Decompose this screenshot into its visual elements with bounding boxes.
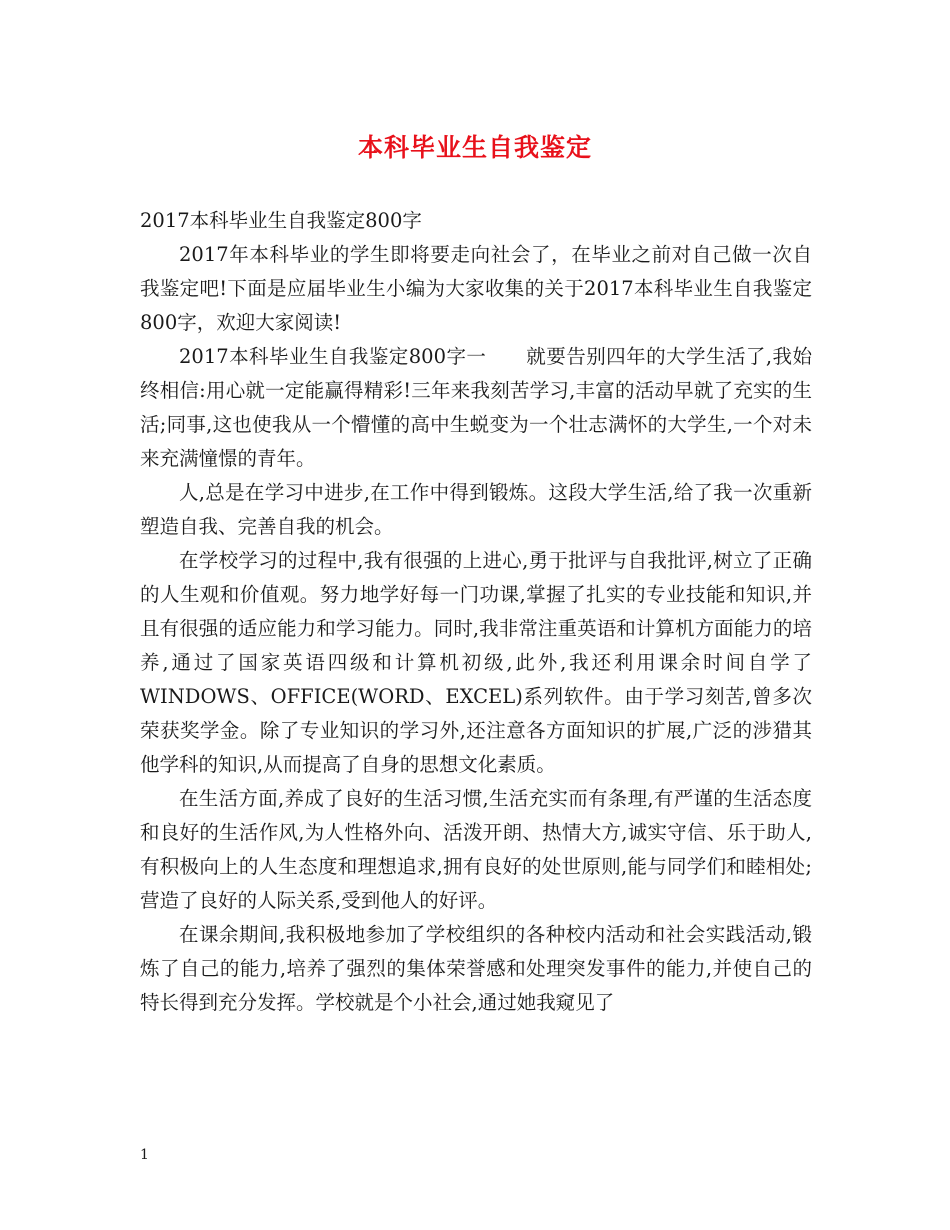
paragraph-5: 在课余期间,我积极地参加了学校组织的各种校内活动和社会实践活动,锻炼了自己的能力,培养了强烈的集体荣誉感和处理突发事件的能力,并使自己的特长得到充分发挥。学校就是个小社会,通过她我窥见了 [140, 923, 812, 1014]
document-title: 本科毕业生自我鉴定 [357, 133, 592, 162]
document-body [140, 204, 812, 1020]
paragraph-intro: 2017年本科毕业的学生即将要走向社会了，在毕业之前对自己做一次自我鉴定吧!下面是应届毕业生小编为大家收集的关于2017本科毕业生自我鉴定800字，欢迎大家阅读! [140, 243, 812, 334]
paragraph-3: 在学校学习的过程中,我有很强的上进心,勇于批评与自我批评,树立了正确的人生观和价值观。努力地学好每一门功课,掌握了扎实的专业技能和知识,并且有很强的适应能力和学习能力。同时,我非常注重英语和计算机方面能力的培养,通过了国家英语四级和计算机初级,此外,我还利用课余时间自学了WINDOWS、OFFICE(WORD、EXCEL)系列软件。由于学习刻苦,曾多次荣获奖学金。除了专业知识的学习外,还注意各方面知识的扩展,广泛的涉猎其他学科的知识,从而提高了自身的思想文化素质。 [140, 549, 812, 776]
document-subtitle: 2017本科毕业生自我鉴定800字 [140, 209, 422, 232]
paragraph-2: 人,总是在学习中进步,在工作中得到锻炼。这段大学生活,给了我一次重新塑造自我、完善自我的机会。 [140, 481, 812, 538]
paragraph-4: 在生活方面,养成了良好的生活习惯,生活充实而有条理,有严谨的生活态度和良好的生活作风,为人性格外向、活泼开朗、热情大方,诚实守信、乐于助人,有积极向上的人生态度和理想追求,拥有良好的处世原则,能与同学们和睦相处;营造了良好的人际关系,受到他人的好评。 [140, 787, 812, 912]
page-number: 1 [140, 1147, 149, 1163]
paragraph-1: 2017本科毕业生自我鉴定800字一 就要告别四年的大学生活了,我始终相信:用心就一定能赢得精彩!三年来我刻苦学习,丰富的活动早就了充实的生活;同事,这也使我从一个懵懂的高中生蜕变为一个壮志满怀的大学生,一个对未来充满憧憬的青年。 [140, 345, 812, 470]
